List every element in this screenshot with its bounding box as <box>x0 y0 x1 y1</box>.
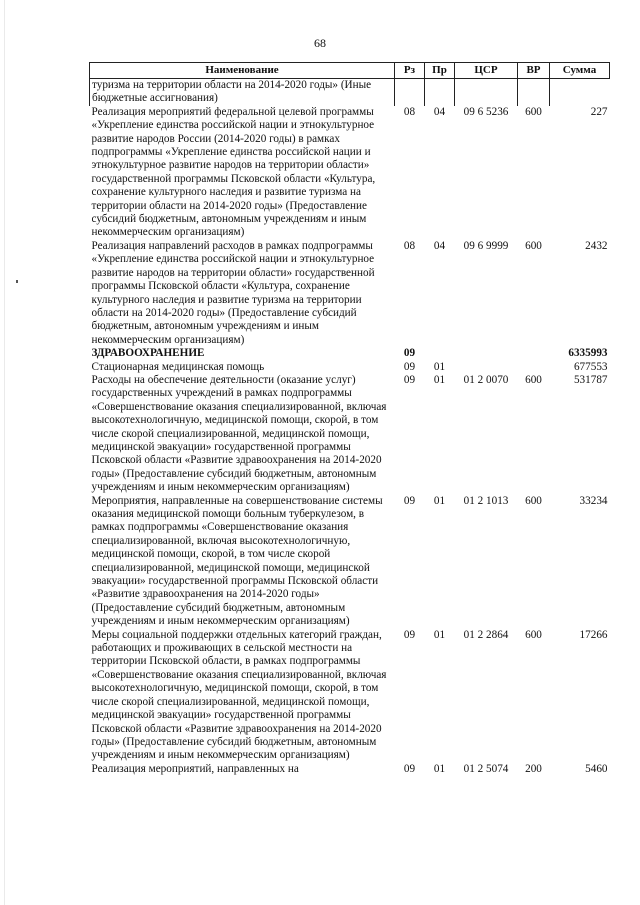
cell-pr <box>425 79 455 106</box>
cell-sum: 5460 <box>585 762 608 775</box>
cell-sum: 33234 <box>579 494 608 507</box>
cell-rz: 08 <box>403 105 416 118</box>
scan-edge-line <box>4 0 5 905</box>
cell-csr <box>455 361 518 374</box>
budget-table <box>89 62 610 776</box>
cell-csr <box>455 347 518 360</box>
cell-name: Меры социальной поддержки отдельных категорий граждан, работающих и проживающих в сельской местности на территории Псковской области, в рамках подпрограммы «Совершенствование оказания специализированной, включая высокотехнологичную, медицинской помощи, скорой, в том числе скорой специализированной, медицинской помощи, медицинской эвакуации» государственной программы Псковской области «Развитие здравоохранения на 2014-2020 годы» (Предоставление субсидий бюджетным, автономным учреждениям и иным некоммерческим организациям) <box>91 628 387 762</box>
table-row <box>90 495 610 629</box>
cell-vr: 600 <box>525 373 542 386</box>
header-csr: ЦСР <box>455 63 518 79</box>
cell-sum <box>550 79 610 106</box>
table-row <box>90 629 610 763</box>
cell-rz: 09 <box>403 628 416 641</box>
header-pr: Пр <box>425 63 455 79</box>
table-row <box>90 106 610 240</box>
cell-pr: 04 <box>433 239 446 252</box>
cell-csr: 09 6 5236 <box>463 105 509 118</box>
header-rz: Рз <box>395 63 425 79</box>
scan-mark <box>16 280 18 283</box>
cell-name: Реализация мероприятий, направленных на <box>91 762 299 775</box>
cell-csr <box>455 79 518 106</box>
cell-vr <box>518 347 550 360</box>
cell-csr: 01 2 5074 <box>463 762 509 775</box>
header-name: Наименование <box>90 63 395 79</box>
cell-rz: 09 <box>403 360 416 373</box>
cell-pr <box>425 347 455 360</box>
cell-vr: 200 <box>525 762 542 775</box>
cell-pr: 01 <box>433 360 446 373</box>
cell-sum: 17266 <box>579 628 608 641</box>
cell-rz: 09 <box>403 347 416 360</box>
cell-rz: 09 <box>403 762 416 775</box>
cell-rz: 08 <box>403 239 416 252</box>
cell-sum: 531787 <box>573 373 608 386</box>
cell-name: туризма на территории области на 2014-2020 годы» (Иные бюджетные ассигнования) <box>90 79 395 106</box>
cell-pr: 01 <box>433 628 446 641</box>
section-row <box>90 347 610 360</box>
cell-csr: 01 2 0070 <box>463 373 509 386</box>
table-row <box>90 374 610 495</box>
page-number: 68 <box>314 36 326 50</box>
cell-vr: 600 <box>525 628 542 641</box>
cell-sum: 227 <box>590 105 608 118</box>
cell-pr: 01 <box>433 494 446 507</box>
cell-rz <box>395 79 425 106</box>
table-row <box>90 361 610 374</box>
cell-name: ЗДРАВООХРАНЕНИЕ <box>91 347 205 360</box>
cell-vr: 600 <box>525 239 542 252</box>
cell-rz: 09 <box>403 373 416 386</box>
cell-sum: 677553 <box>573 360 608 373</box>
cell-csr: 01 2 1013 <box>463 494 509 507</box>
table-row <box>90 240 610 347</box>
header-sum: Сумма <box>550 63 610 79</box>
cell-pr: 04 <box>433 105 446 118</box>
cell-rz: 09 <box>403 494 416 507</box>
cell-name: Мероприятия, направленные на совершенствование системы оказания медицинской помощи больным туберкулезом, в рамках подпрограммы «Совершенствование оказания специализированной, включая высокотехнологичную, медицинской помощи, скорой, в том числе скорой специализированной, медицинской помощи, медицинской эвакуации» государственной программы Псковской области «Развитие здравоохранения на 2014-2020 годы» (Предоставление субсидий бюджетным, автономным учреждениям и иным некоммерческим организациям) <box>91 494 383 628</box>
table-row <box>90 79 610 106</box>
table-header-row <box>90 63 610 79</box>
cell-vr: 600 <box>525 494 542 507</box>
cell-sum: 6335993 <box>568 347 608 360</box>
cell-csr: 01 2 2864 <box>463 628 509 641</box>
header-vr: ВР <box>518 63 550 79</box>
cell-name: Реализация мероприятий федеральной целевой программы «Укрепление единства российской нации и этнокультурное развитие народов России (2014-2020 годы) в рамках подпрограммы «Укрепление единства российской нации и этнокультурное развитие народов на территории области» государственной программы Псковской области «Культура, сохранение культурного наследия и развитие туризма на территории области на 2014-2020 годы» (Предоставление субсидий бюджетным, автономным учреждениям и иным некоммерческим организациям) <box>91 105 376 239</box>
cell-vr <box>518 79 550 106</box>
table-row <box>90 763 610 776</box>
cell-vr: 600 <box>525 105 542 118</box>
cell-name: Стационарная медицинская помощь <box>91 360 265 373</box>
cell-csr: 09 6 9999 <box>463 239 509 252</box>
cell-sum: 2432 <box>585 239 608 252</box>
cell-pr: 01 <box>433 762 446 775</box>
cell-name: Реализация направлений расходов в рамках подпрограммы «Укрепление единства российской нации и этнокультурное развитие народов на территории области» государственной программы Псковской области «Культура, сохранение культурного наследия и развитие туризма на территории области на 2014-2020 годы» (Предоставление субсидий бюджетным, автономным учреждениям и иным некоммерческим организациям) <box>91 239 375 346</box>
cell-name: Расходы на обеспечение деятельности (оказание услуг) государственных учреждений в рамках подпрограммы «Совершенствование оказания специализированной, включая высокотехнологичную, медицинской помощи, скорой, в том числе скорой специализированной, медицинской помощи, медицинской эвакуации» государственной программы Псковской области «Развитие здравоохранения на 2014-2020 годы» (Предоставление субсидий бюджетным, автономным учреждениям и иным некоммерческим организациям) <box>91 373 387 494</box>
cell-pr: 01 <box>433 373 446 386</box>
cell-vr <box>518 361 550 374</box>
